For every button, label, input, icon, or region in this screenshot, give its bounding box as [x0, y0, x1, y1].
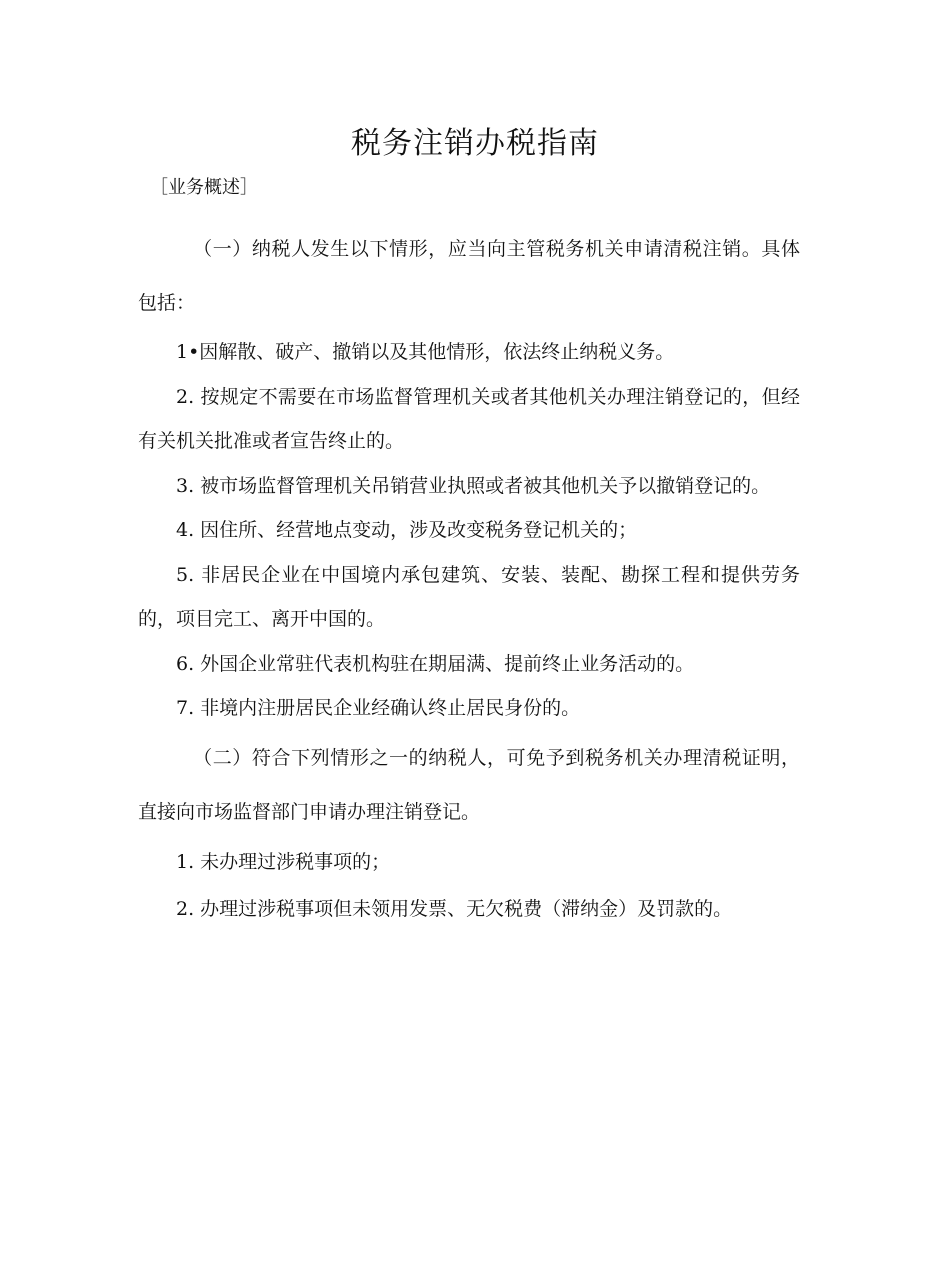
paragraph-part-two: （二）符合下列情形之一的纳税人，可免予到税务机关办理清税证明，直接向市场监督部门申请办理注销登记。: [138, 746, 800, 823]
paragraph-part-one: （一）纳税人发生以下情形，应当向主管税务机关申请清税注销。具体包括：: [138, 238, 800, 314]
paragraph-item: 1. 未办理过涉税事项的；: [176, 850, 391, 873]
paragraph-item: 6. 外国企业常驻代表机构驻在期届满、提前终止业务活动的。: [176, 652, 695, 675]
paragraph-item: 1•因解散、破产、撤销以及其他情形，依法终止纳税义务。: [176, 341, 675, 363]
paragraph-item: 3. 被市场监督管理机关吊销营业执照或者被其他机关予以撤销登记的。: [176, 474, 771, 497]
section-label: ［业务概述］: [150, 177, 258, 198]
paragraph-item: 4. 因住所、经营地点变动，涉及改变税务登记机关的；: [176, 519, 638, 541]
page-title: 税务注销办税指南: [351, 126, 599, 161]
paragraph-item: 2. 按规定不需要在市场监督管理机关或者其他机关办理注销登记的，但经有关机关批准或者宣告终止的。: [138, 385, 800, 452]
paragraph-item: 5. 非居民企业在中国境内承包建筑、安装、装配、勘探工程和提供劳务的，项目完工、离开中国的。: [138, 563, 800, 630]
paragraph-item: 2. 办理过涉税事项但未领用发票、无欠税费（滞纳金）及罚款的。: [176, 897, 733, 920]
document-body: [138, 222, 800, 933]
paragraph-item: 7. 非境内注册居民企业经确认终止居民身份的。: [176, 697, 581, 719]
